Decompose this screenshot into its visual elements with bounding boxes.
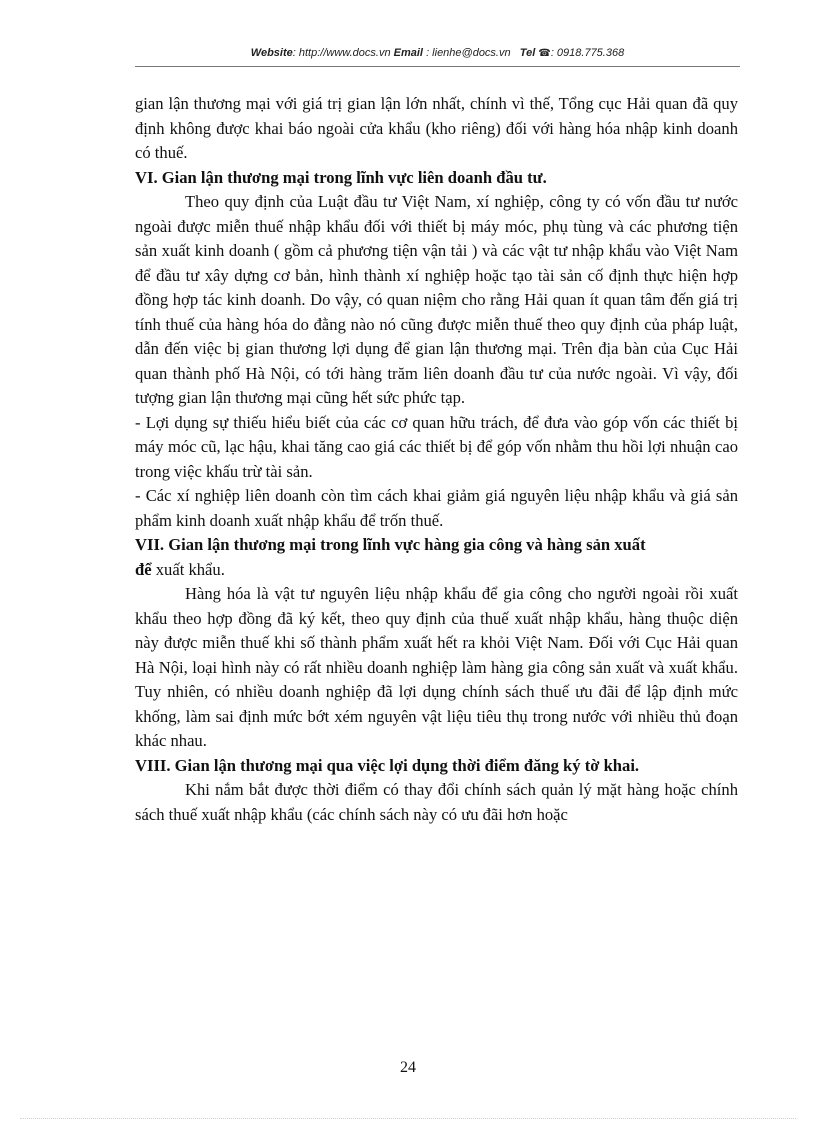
document-body xyxy=(135,92,738,827)
page-header xyxy=(135,47,740,59)
phone-icon: ☎ xyxy=(538,48,551,59)
section-heading-vi: VI. Gian lận thương mại trong lĩnh vực liên doanh đầu tư. xyxy=(135,167,547,187)
paragraph-investment: Theo quy định của Luật đầu tư Việt Nam, xí nghiệp, công ty có vốn đầu tư nước ngoài được miễn thuế nhập khẩu đối với thiết bị máy móc, phụ tùng và các phương tiện sản xuất kinh doanh ( gồm cả phương tiện vận tải ) và các vật tư nhập khẩu vào Việt Nam để đầu tư xây dựng cơ bản, hình thành xí nghiệp hoặc tạo tài sản cố định thực hiện hợp đồng hợp tác kinh doanh. Do vậy, có quan niệm cho rằng Hải quan ít quan tâm đến giá trị tính thuế của hàng hóa do đằng nào nó cũng được miễn thuế theo quy định của pháp luật, dẫn đến việc bị gian thương lợi dụng để gian lận thương mại. Trên địa bàn của Cục Hải quan thành phố Hà Nội, có tới hàng trăm liên doanh đầu tư của nước ngoài. Vì vậy, đối tượng gian lận thương mại cũng hết sức phức tạp. xyxy=(135,192,738,407)
bullet-used-equipment: - Lợi dụng sự thiếu hiểu biết của các cơ quan hữu trách, để đưa vào góp vốn các thiết bị máy móc cũ, lạc hậu, khai tăng cao giá các thiết bị để góp vốn nhằm thu hồi lợi nhuận cao trong việc khấu trừ tài sản. xyxy=(135,412,738,481)
website-label: Website xyxy=(250,47,293,59)
website-url: : http://www.docs.vn xyxy=(292,47,391,59)
header-divider xyxy=(135,66,740,67)
tel-label: Tel xyxy=(519,47,536,59)
bullet-price-reduction: - Các xí nghiệp liên doanh còn tìm cách khai giảm giá nguyên liệu nhập khẩu và giá sản phẩm kinh doanh xuất nhập khẩu để trốn thuế. xyxy=(135,486,738,530)
paragraph-processing: Hàng hóa là vật tư nguyên liệu nhập khẩu để gia công cho người ngoài rồi xuất khẩu theo hợp đồng đã ký kết, theo quy định của thuế xuất nhập khẩu, hàng thuộc diện này được miễn thuế khi số thành phẩm xuất hết ra khỏi Việt Nam. Đối với Cục Hải quan Hà Nội, loại hình này có rất nhiều doanh nghiệp làm hàng gia công sản xuất và xuất khẩu. Tuy nhiên, có nhiều doanh nghiệp đã lợi dụng chính sách thuế ưu đãi để lập định mức khống, làm sai định mức bớt xém nguyên vật liệu tiêu thụ trong nước với nhiều thủ đoạn khác nhau. xyxy=(135,584,738,750)
heading-vii-bold-word: để xyxy=(135,559,152,579)
email-label: Email xyxy=(393,47,423,59)
section-heading-vii: VII. Gian lận thương mại trong lĩnh vực hàng gia công và hàng sản xuất xyxy=(135,535,646,554)
section-heading-viii: VIII. Gian lận thương mại qua việc lợi dụng thời điểm đăng ký tờ khai. xyxy=(135,755,640,775)
email-value: : lienhe@docs.vn xyxy=(426,47,511,59)
tel-value: : 0918.775.368 xyxy=(550,47,625,59)
heading-vii-rest: xuất khẩu. xyxy=(151,559,225,579)
section-heading-vii-continued xyxy=(135,558,738,583)
paragraph-registration-timing: Khi nắm bắt được thời điểm có thay đổi chính sách quản lý mặt hàng hoặc chính sách thuế xuất nhập khẩu (các chính sách này có ưu đãi hơn hoặc xyxy=(135,780,738,824)
page-bottom-border xyxy=(20,1118,796,1119)
page-number: 24 xyxy=(400,1059,416,1076)
paragraph-intro: gian lận thương mại với giá trị gian lận lớn nhất, chính vì thế, Tổng cục Hải quan đã quy định không được khai báo ngoài cửa khẩu (kho riêng) đối với hàng hóa nhập kinh doanh có thuế. xyxy=(135,94,738,162)
